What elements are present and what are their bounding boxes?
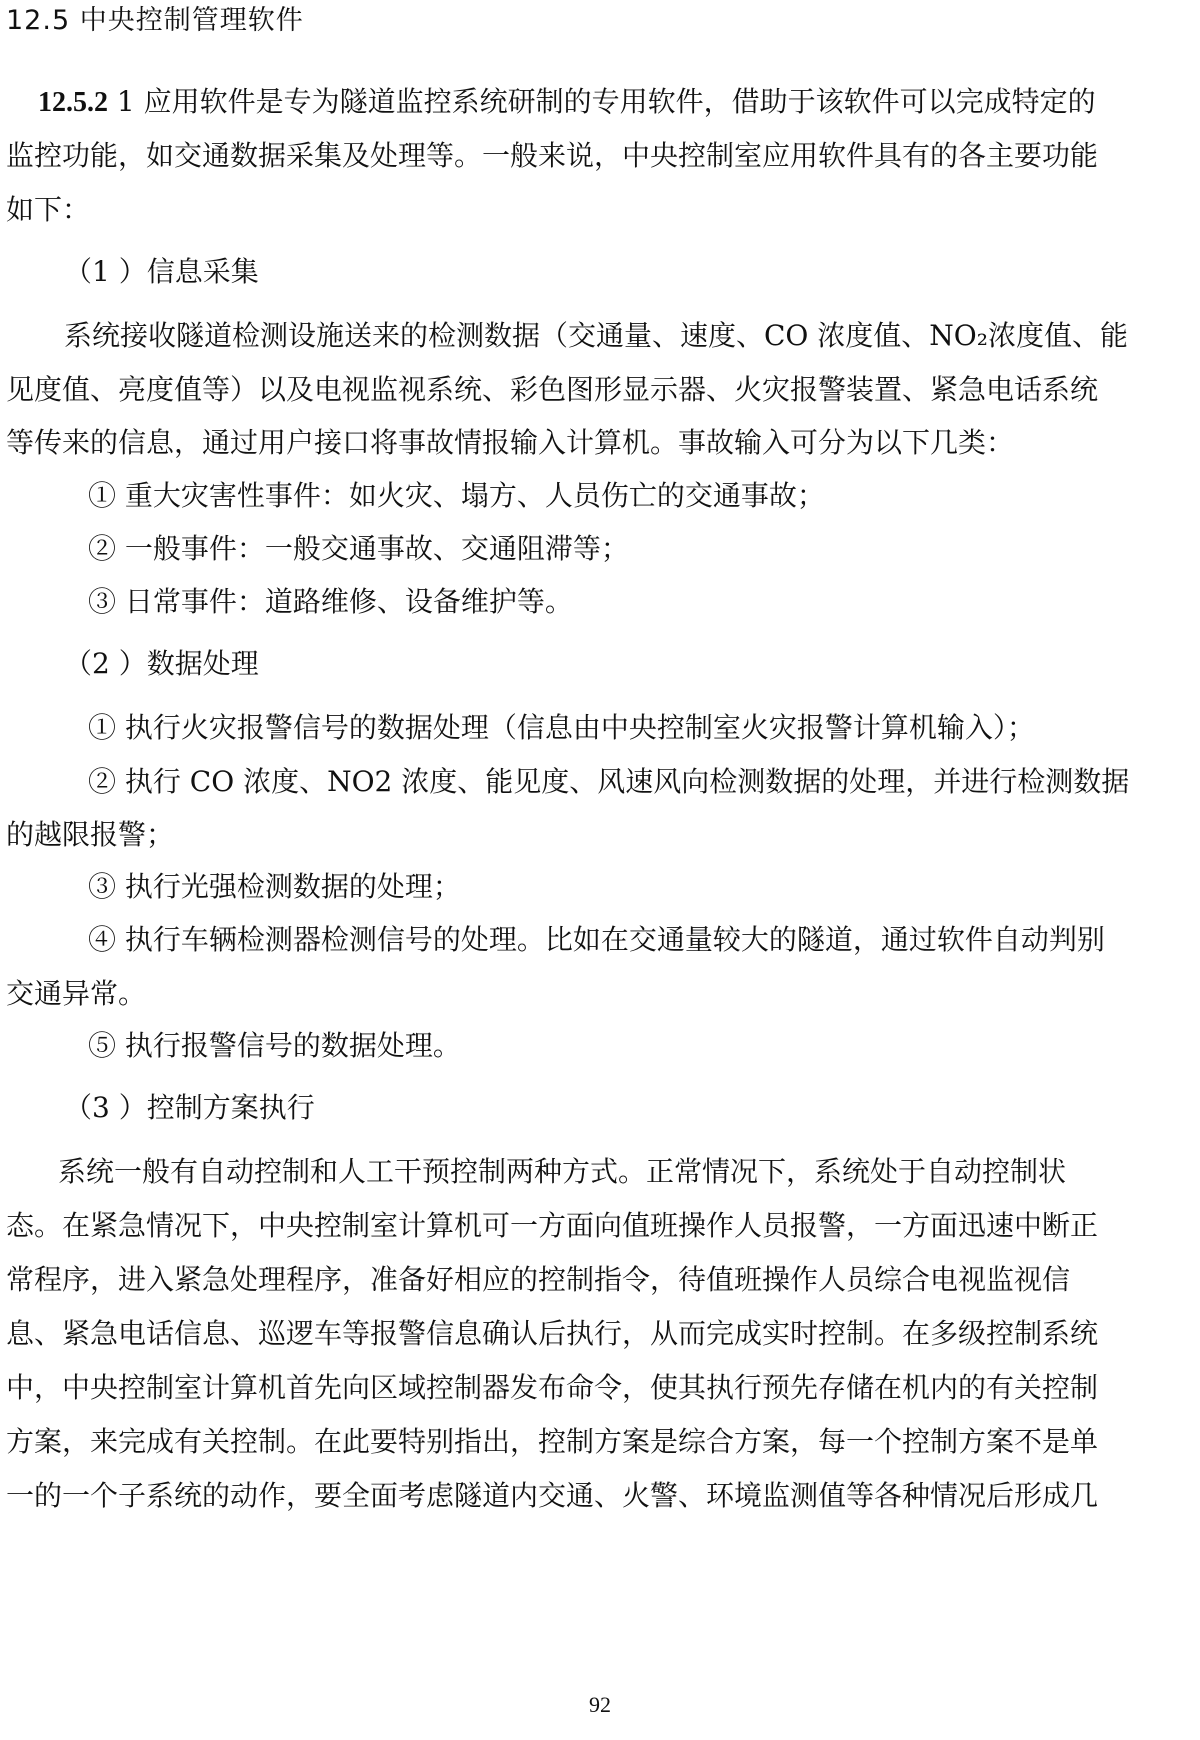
- section-2-item-4-cont: 交通异常。: [6, 977, 147, 1010]
- section-3-line-5: 中，中央控制室计算机首先向区域控制器发布命令，使其执行预先存储在机内的有关控制: [6, 1371, 1099, 1404]
- section-2-item-4: ④ 执行车辆检测器检测信号的处理。比如在交通量较大的隧道，通过软件自动判别: [88, 923, 1105, 956]
- clause-number: 12.5.2: [38, 87, 108, 118]
- section-3-line-6: 方案，来完成有关控制。在此要特别指出，控制方案是综合方案，每一个控制方案不是单: [6, 1425, 1099, 1458]
- intro-line-2: 监控功能，如交通数据采集及处理等。一般来说，中央控制室应用软件具有的各主要功能: [6, 139, 1099, 172]
- section-3-heading: （3 ）控制方案执行: [64, 1091, 315, 1124]
- section-3-line-2: 态。在紧急情况下，中央控制室计算机可一方面向值班操作人员报警，一方面迅速中断正: [6, 1209, 1099, 1242]
- section-1-item-3: ③ 日常事件：道路维修、设备维护等。: [88, 585, 573, 618]
- page-number: 92: [589, 1692, 611, 1717]
- section-3-line-1: 系统一般有自动控制和人工干预控制两种方式。正常情况下，系统处于自动控制状: [58, 1155, 1067, 1188]
- section-2-item-3: ③ 执行光强检测数据的处理；: [88, 870, 461, 903]
- section-1-item-1: ① 重大灾害性事件：如火灾、塌方、人员伤亡的交通事故；: [88, 479, 825, 512]
- section-1-line-2: 见度值、亮度值等）以及电视监视系统、彩色图形显示器、火灾报警装置、紧急电话系统: [6, 373, 1099, 406]
- section-1-item-2: ② 一般事件：一般交通事故、交通阻滞等；: [88, 532, 629, 565]
- section-2-item-2: ② 执行 CO 浓度、NO2 浓度、能见度、风速风向检测数据的处理，并进行检测数据: [88, 765, 1130, 798]
- section-1-heading: （1 ）信息采集: [64, 255, 259, 288]
- section-2-item-5: ⑤ 执行报警信号的数据处理。: [88, 1029, 461, 1062]
- section-1-line-1: 系统接收隧道检测设施送来的检测数据（交通量、速度、CO 浓度值、NO₂浓度值、能: [64, 319, 1128, 352]
- intro-line-1-text: 1 应用软件是专为隧道监控系统研制的专用软件，借助于该软件可以完成特定的: [108, 85, 1096, 118]
- section-heading: 12.5 中央控制管理软件: [6, 5, 304, 36]
- section-3-line-3: 常程序，进入紧急处理程序，准备好相应的控制指令，待值班操作人员综合电视监视信: [6, 1263, 1071, 1296]
- section-2-item-2-cont: 的越限报警；: [6, 818, 175, 851]
- section-2-heading: （2 ）数据处理: [64, 647, 259, 680]
- section-3-line-4: 息、紧急电话信息、巡逻车等报警信息确认后执行，从而完成实时控制。在多级控制系统: [6, 1317, 1099, 1350]
- section-3-line-7: 一的一个子系统的动作，要全面考虑隧道内交通、火警、环境监测值等各种情况后形成几: [6, 1479, 1099, 1512]
- intro-line-3: 如下：: [6, 193, 91, 226]
- intro-line-1: [38, 84, 1096, 121]
- section-2-item-1: ① 执行火灾报警信号的数据处理（信息由中央控制室火灾报警计算机输入）；: [88, 711, 1035, 744]
- section-1-line-3: 等传来的信息，通过用户接口将事故情报输入计算机。事故输入可分为以下几类：: [6, 426, 1015, 459]
